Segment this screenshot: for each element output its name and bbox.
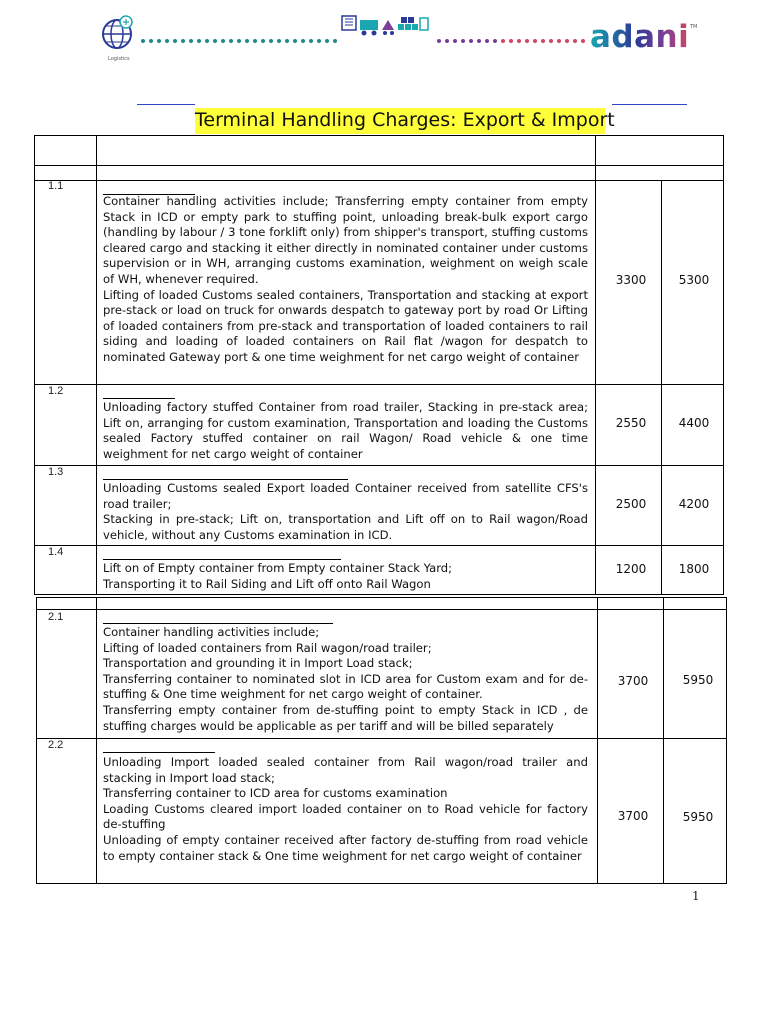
- charge-40ft: 5950: [682, 673, 714, 687]
- row-description: Unloading Import loaded sealed container from Rail wagon/road trailer and stacking in Import load stack; Transferring container to ICD area for customs examination Loading Customs cleared import loaded container on to Road vehicle for factory de-stuffing Unloading of empty container received after factory de-stuffing from road vehicle to empty container stack & One time weighment for net cargo weight of container: [103, 755, 588, 863]
- row-number: 1.4: [48, 546, 64, 558]
- row-number: 1.2: [48, 385, 64, 397]
- page-header: [0, 0, 768, 80]
- charge-40ft: 4200: [678, 497, 710, 511]
- page-number: 1: [692, 889, 700, 903]
- row-description: Container handling activities include; Transferring empty container from empty Stack in ICD or empty park to stuffing point, unloading break-bulk export cargo (handling by labour / 3 tone forklift only) from shipper's transport, stuffing customs cleared cargo and stacking it either directly in nominated container under customs supervision or in WH, arranging customs examination, weighment on weigh scale of WH, whenever required. Lifting of loaded Customs sealed containers, Transportation and stacking at export pre-stack or load on truck for onwards despatch to gateway port by road Or Lifting of loaded containers from pre-stack and transportation of loaded containers to rail siding and loading of loaded containers on Rail flat /wagon for despatch to nominated Gateway port & one time weighment for net cargo weight of container: [103, 194, 588, 364]
- charge-20ft: 2550: [615, 416, 647, 430]
- page-title-highlight: [195, 108, 615, 134]
- globe-logo-icon: [100, 14, 140, 66]
- adani-wordmark-icon: [590, 19, 690, 53]
- charge-40ft: 4400: [678, 416, 710, 430]
- charge-40ft: 5950: [682, 810, 714, 824]
- row-description: Container handling activities include; Lifting of loaded containers from Rail wagon/road trailer; Transportation and grounding it in Import Load stack; Transferring container to nominated slot in ICD area for Custom exam and for de-stuffing & One time weighment for net cargo weight of container. Transferring empty container from de-stuffing point to empty Stack in ICD , de stuffing charges would be applicable as per tariff and will be billed separately: [103, 625, 588, 733]
- row-number: 2.2: [48, 739, 64, 751]
- charge-40ft: 1800: [678, 562, 710, 576]
- row-description: Unloading Customs sealed Export loaded Container received from satellite CFS's road trailer; Stacking in pre-stack; Lift on, transportation and Lift off on to Rail wagon/Road vehicle, without any Customs examination in ICD.: [103, 481, 588, 542]
- logo-caption: Logistics: [108, 56, 130, 62]
- charge-20ft: 3700: [617, 809, 649, 823]
- svg-text:adani: adani: [590, 19, 690, 53]
- adani-logo: [590, 19, 690, 59]
- row-description: Unloading factory stuffed Container from road trailer, Stacking in pre-stack area; Lift on, arranging for custom examination, Transportation and loading the Customs sealed Factory stuffed container on rail Wagon/ Road vehicle & one time weighment for net cargo weight of container: [103, 400, 588, 461]
- charge-20ft: 2500: [615, 497, 647, 511]
- charge-20ft: 3300: [615, 273, 647, 287]
- charge-20ft: 3700: [617, 674, 649, 688]
- charge-40ft: 5300: [678, 273, 710, 287]
- title-rule-right: [612, 104, 687, 105]
- cargo-transport-icon: [340, 12, 430, 40]
- row-number: 1.3: [48, 466, 64, 478]
- charge-20ft: 1200: [615, 562, 647, 576]
- row-description: Lift on of Empty container from Empty container Stack Yard; Transporting it to Rail Siding and Lift off onto Rail Wagon: [103, 561, 453, 591]
- page-title: Terminal Handling Charges: Export & Import: [195, 109, 615, 131]
- row-number: 1.1: [48, 180, 64, 192]
- trademark-mark: TM: [690, 24, 698, 30]
- row-number: 2.1: [48, 611, 64, 623]
- title-rule-left: [137, 104, 195, 105]
